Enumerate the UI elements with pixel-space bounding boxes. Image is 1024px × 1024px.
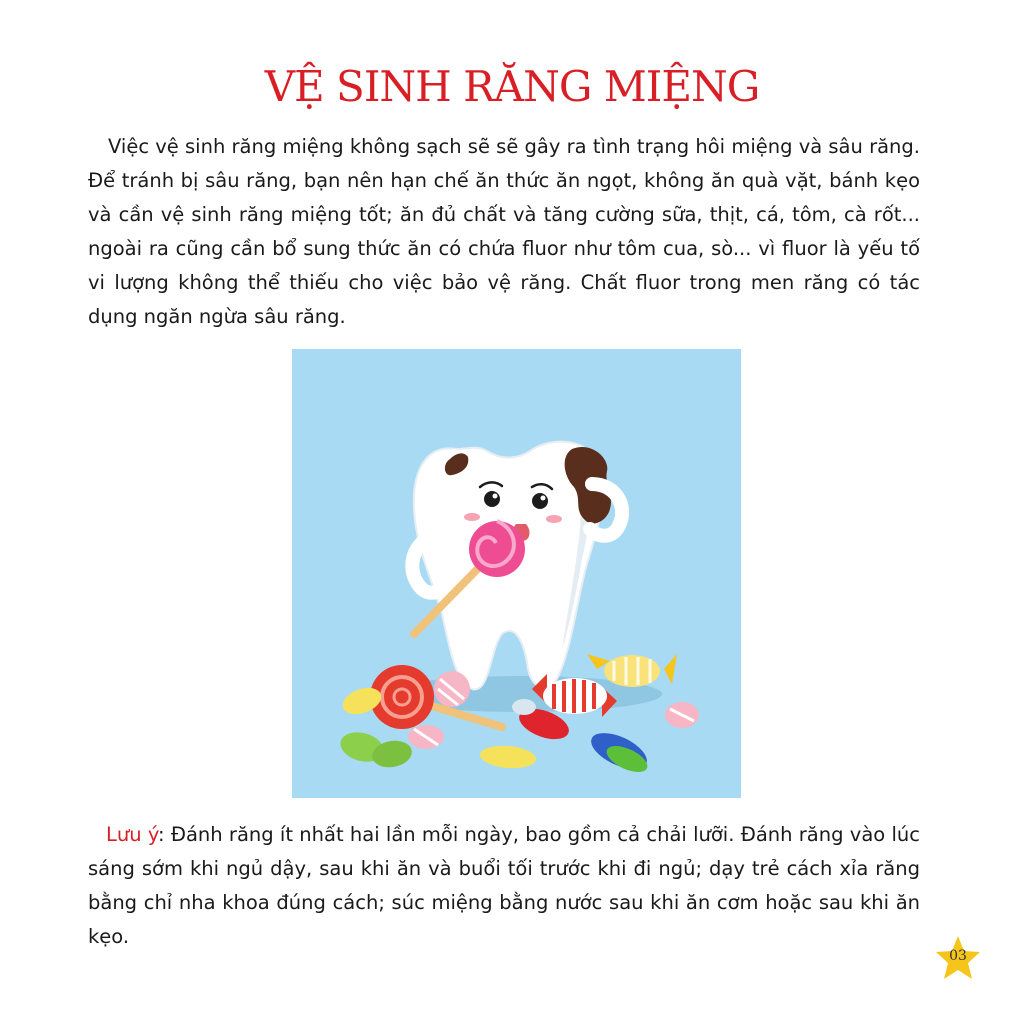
note-label: Lưu ý [106,823,158,846]
tooth-illustration [292,349,741,798]
note-text: : Đánh răng ít nhất hai lần mỗi ngày, bao gồm cả chải lưỡi. Đánh răng vào lúc sáng sớm khi ngủ dậy, sau khi ăn và buổi tối trước khi đi ngủ; dạy trẻ cách xỉa răng bằng chỉ nha khoa đúng cách; súc miệng bằng nước sau khi ăn cơm hoặc sau khi ăn kẹo. [88,823,920,948]
intro-paragraph: Việc vệ sinh răng miệng không sạch sẽ sẽ gây ra tình trạng hôi miệng và sâu răng. Để tránh bị sâu răng, bạn nên hạn chế ăn thức ăn ngọt, không ăn quà vặt, bánh kẹo và cần vệ sinh răng miệng tốt; ăn đủ chất và tăng cường sữa, thịt, cá, tôm, cà rốt... ngoài ra cũng cần bổ sung thức ăn có chứa fluor như tôm cua, sò... vì fluor là yếu tố vi lượng không thể thiếu cho việc bảo vệ răng. Chất fluor trong men răng có tác dụng ngăn ngừa sâu răng. [88,135,920,328]
page-title: VỆ SINH RĂNG MIỆNG [264,62,760,111]
page-number: 03 [949,948,967,964]
sad-tooth-with-candies-icon [292,349,741,798]
note-paragraph [88,818,920,954]
